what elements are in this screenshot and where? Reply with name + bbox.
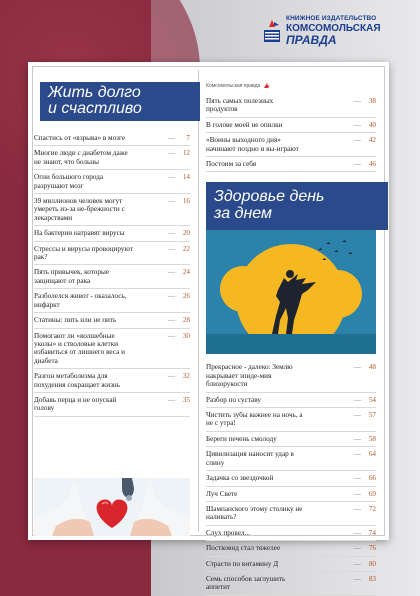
toc-entry[interactable] [34,242,190,266]
section-title-left [40,82,200,121]
toc-entry[interactable] [206,541,376,556]
dash: — [167,292,175,301]
toc-entry-title: На бактерии натравят вирусы [34,229,125,238]
toc-entry-page: 66 [368,474,376,483]
toc-entry-title: Пять привычек, которые защищают от рака [34,268,109,285]
right-column [206,82,376,596]
toc-entry[interactable] [206,118,376,133]
toc-entry[interactable] [34,226,190,241]
publisher-emblem-icon [262,18,282,44]
toc-entry-page: 76 [368,544,376,553]
heart-hands-icon [34,478,190,536]
toc-entry-page: 54 [368,395,376,404]
dash: — [167,331,175,340]
section-title-line2: и счастливо [48,100,142,117]
kp-label: Комсомольская правда [206,83,261,89]
dash: — [353,411,361,420]
section-title-right [206,182,388,230]
dash: — [167,244,175,253]
publisher-line3: ПРАВДА [286,32,337,47]
toc-entry-title: Пять самых полезных продуктов [206,97,274,114]
publisher-logo [262,14,412,48]
toc-entry-title: Стрессы и вирусы провоцируют рак? [34,244,133,262]
toc-entry-page: 24 [182,268,190,277]
toc-entry[interactable] [206,360,376,392]
toc-entry[interactable] [206,526,376,541]
toc-entry[interactable] [34,146,190,170]
toc-entry-page: 28 [182,316,190,325]
toc-entry-title: Разболелся живот - оказалось, инфаркт [34,292,127,309]
toc-entry-title: Шампанского этому столику не наливать? [206,504,303,522]
dash: — [353,559,361,568]
column-divider [198,70,199,532]
section-title-line1: Жить долго [48,84,141,101]
toc-entry-title: Постоим за себя [206,160,257,169]
toc-entry-title: Прекрасное - далеко: Землю накрывает эпиде-мия близорукости [206,363,293,389]
toc-entry-page: 58 [368,434,376,443]
dash: — [167,268,175,277]
section-title-line1: Здоровье день [214,188,325,206]
toc-entry-page: 46 [368,160,376,169]
toc-entry-page: 72 [368,504,376,513]
health-illustration [206,230,376,354]
dash: — [167,316,175,325]
toc-entry-title: Разбор по суставу [206,395,261,404]
dash: — [353,120,361,129]
toc-list-left [34,131,190,417]
toc-entry-title: Огни большого города разрушают мозг [34,173,104,190]
toc-entry[interactable] [206,487,376,502]
dash: — [353,136,361,145]
dash: — [167,197,175,206]
toc-entry[interactable] [206,471,376,486]
toc-entry-page: 57 [368,411,376,420]
toc-entry[interactable] [34,194,190,226]
toc-entry-page: 38 [368,97,376,105]
dash: — [353,544,361,553]
toc-list-right [206,360,376,595]
toc-entry-title: Постковид стал тяжелее [206,544,281,553]
toc-entry[interactable] [206,447,376,471]
toc-entry-title: Разгон метаболизма для похудения сокращает жизнь [34,372,121,389]
dash: — [353,489,361,498]
dash: — [353,504,361,513]
dash: — [353,528,361,537]
book-spread [28,62,389,592]
toc-entry[interactable] [34,393,190,417]
toc-entry[interactable] [206,557,376,572]
publisher-line1: КНИЖНОЕ ИЗДАТЕЛЬСТВО [286,15,377,23]
dash: — [353,160,361,169]
toc-entry[interactable] [34,313,190,328]
toc-entry-title: Помогают ли «волшебные уколы» и стволовые клетки избавиться от лишнего веса и диабета [34,331,125,365]
toc-list-right-top [206,94,376,172]
toc-entry[interactable] [206,393,376,408]
section-title-line2: за днем [214,205,272,223]
dash: — [353,97,361,105]
kp-bird-icon [263,82,271,90]
dash: — [353,474,361,483]
doctor-heart-illustration [34,478,190,536]
toc-entry-title: Береги печень смолоду [206,434,277,443]
toc-entry-title: Семь способов заглушить аппетит [206,574,286,592]
toc-entry-page: 32 [182,372,190,381]
toc-entry-title: 39 миллионов человек могут умереть из-за не-брежности с лекарствами [34,197,125,222]
dash: — [167,395,175,404]
toc-entry-title: В голове моей не опилки [206,120,283,129]
toc-entry-page: 14 [182,173,190,182]
toc-entry-title: Цивилизация наносит удар в спину [206,450,294,467]
toc-entry-page: 12 [182,149,190,158]
toc-entry[interactable] [206,408,376,432]
toc-entry-page: 40 [368,120,376,129]
dash: — [167,229,175,238]
toc-entry-page: 7 [186,134,190,142]
left-column [34,82,190,417]
dash: — [353,363,361,372]
toc-entry-title: Статины: пить или не пить [34,316,117,325]
toc-entry-title: Добавь перца и не опускай голову [34,395,117,413]
dash: — [167,372,175,381]
toc-entry-title: Спастись от «взрыва» в мозге [34,134,126,142]
toc-entry[interactable] [34,289,190,313]
toc-entry[interactable] [206,157,376,172]
toc-entry-page: 20 [182,229,190,238]
dash: — [353,450,361,459]
toc-entry[interactable] [34,265,190,289]
toc-entry-page: 26 [182,292,190,301]
dash: — [167,134,175,142]
toc-entry-page: 30 [182,331,190,340]
toc-entry-title: «Воины выходного дня» начинают поздно и вы-играют [206,136,299,153]
toc-entry-page: 74 [368,528,376,537]
toc-entry[interactable] [34,369,190,393]
toc-entry-page: 83 [368,574,376,583]
toc-entry[interactable] [34,329,190,370]
toc-entry[interactable] [34,131,190,146]
toc-entry[interactable] [206,133,376,157]
ground-strip [206,334,376,354]
toc-entry-page: 64 [368,450,376,459]
toc-entry-page: 80 [368,559,376,568]
toc-entry-title: Слух провел... [206,528,250,537]
toc-entry[interactable] [34,170,190,194]
toc-entry-page: 22 [182,244,190,253]
publisher-line2: КОМСОМОЛЬСКАЯ [286,22,381,34]
toc-entry-title: Многие люди с диабетом даже не знают, что больны [34,149,128,166]
toc-entry-page: 42 [368,136,376,145]
dash: — [167,149,175,158]
dash: — [167,173,175,182]
publisher-mini-label [206,82,376,90]
toc-entry-title: Луч Свете [206,489,238,498]
toc-entry-title: Страсти по витамину Д [206,559,279,568]
toc-entry-page: 69 [368,489,376,498]
toc-entry-page: 16 [182,197,190,206]
toc-entry[interactable] [206,94,376,118]
dash: — [353,434,361,443]
toc-entry[interactable] [206,432,376,447]
dash: — [353,395,361,404]
toc-entry-title: Чистить зубы важнее на ночь, а не с утра! [206,411,303,428]
toc-entry-title: Задачка со звездочкой [206,474,274,483]
dash: — [353,574,361,583]
toc-entry[interactable] [206,572,376,596]
toc-entry-page: 48 [368,363,376,372]
toc-entry[interactable] [206,502,376,526]
toc-entry-page: 35 [182,395,190,404]
